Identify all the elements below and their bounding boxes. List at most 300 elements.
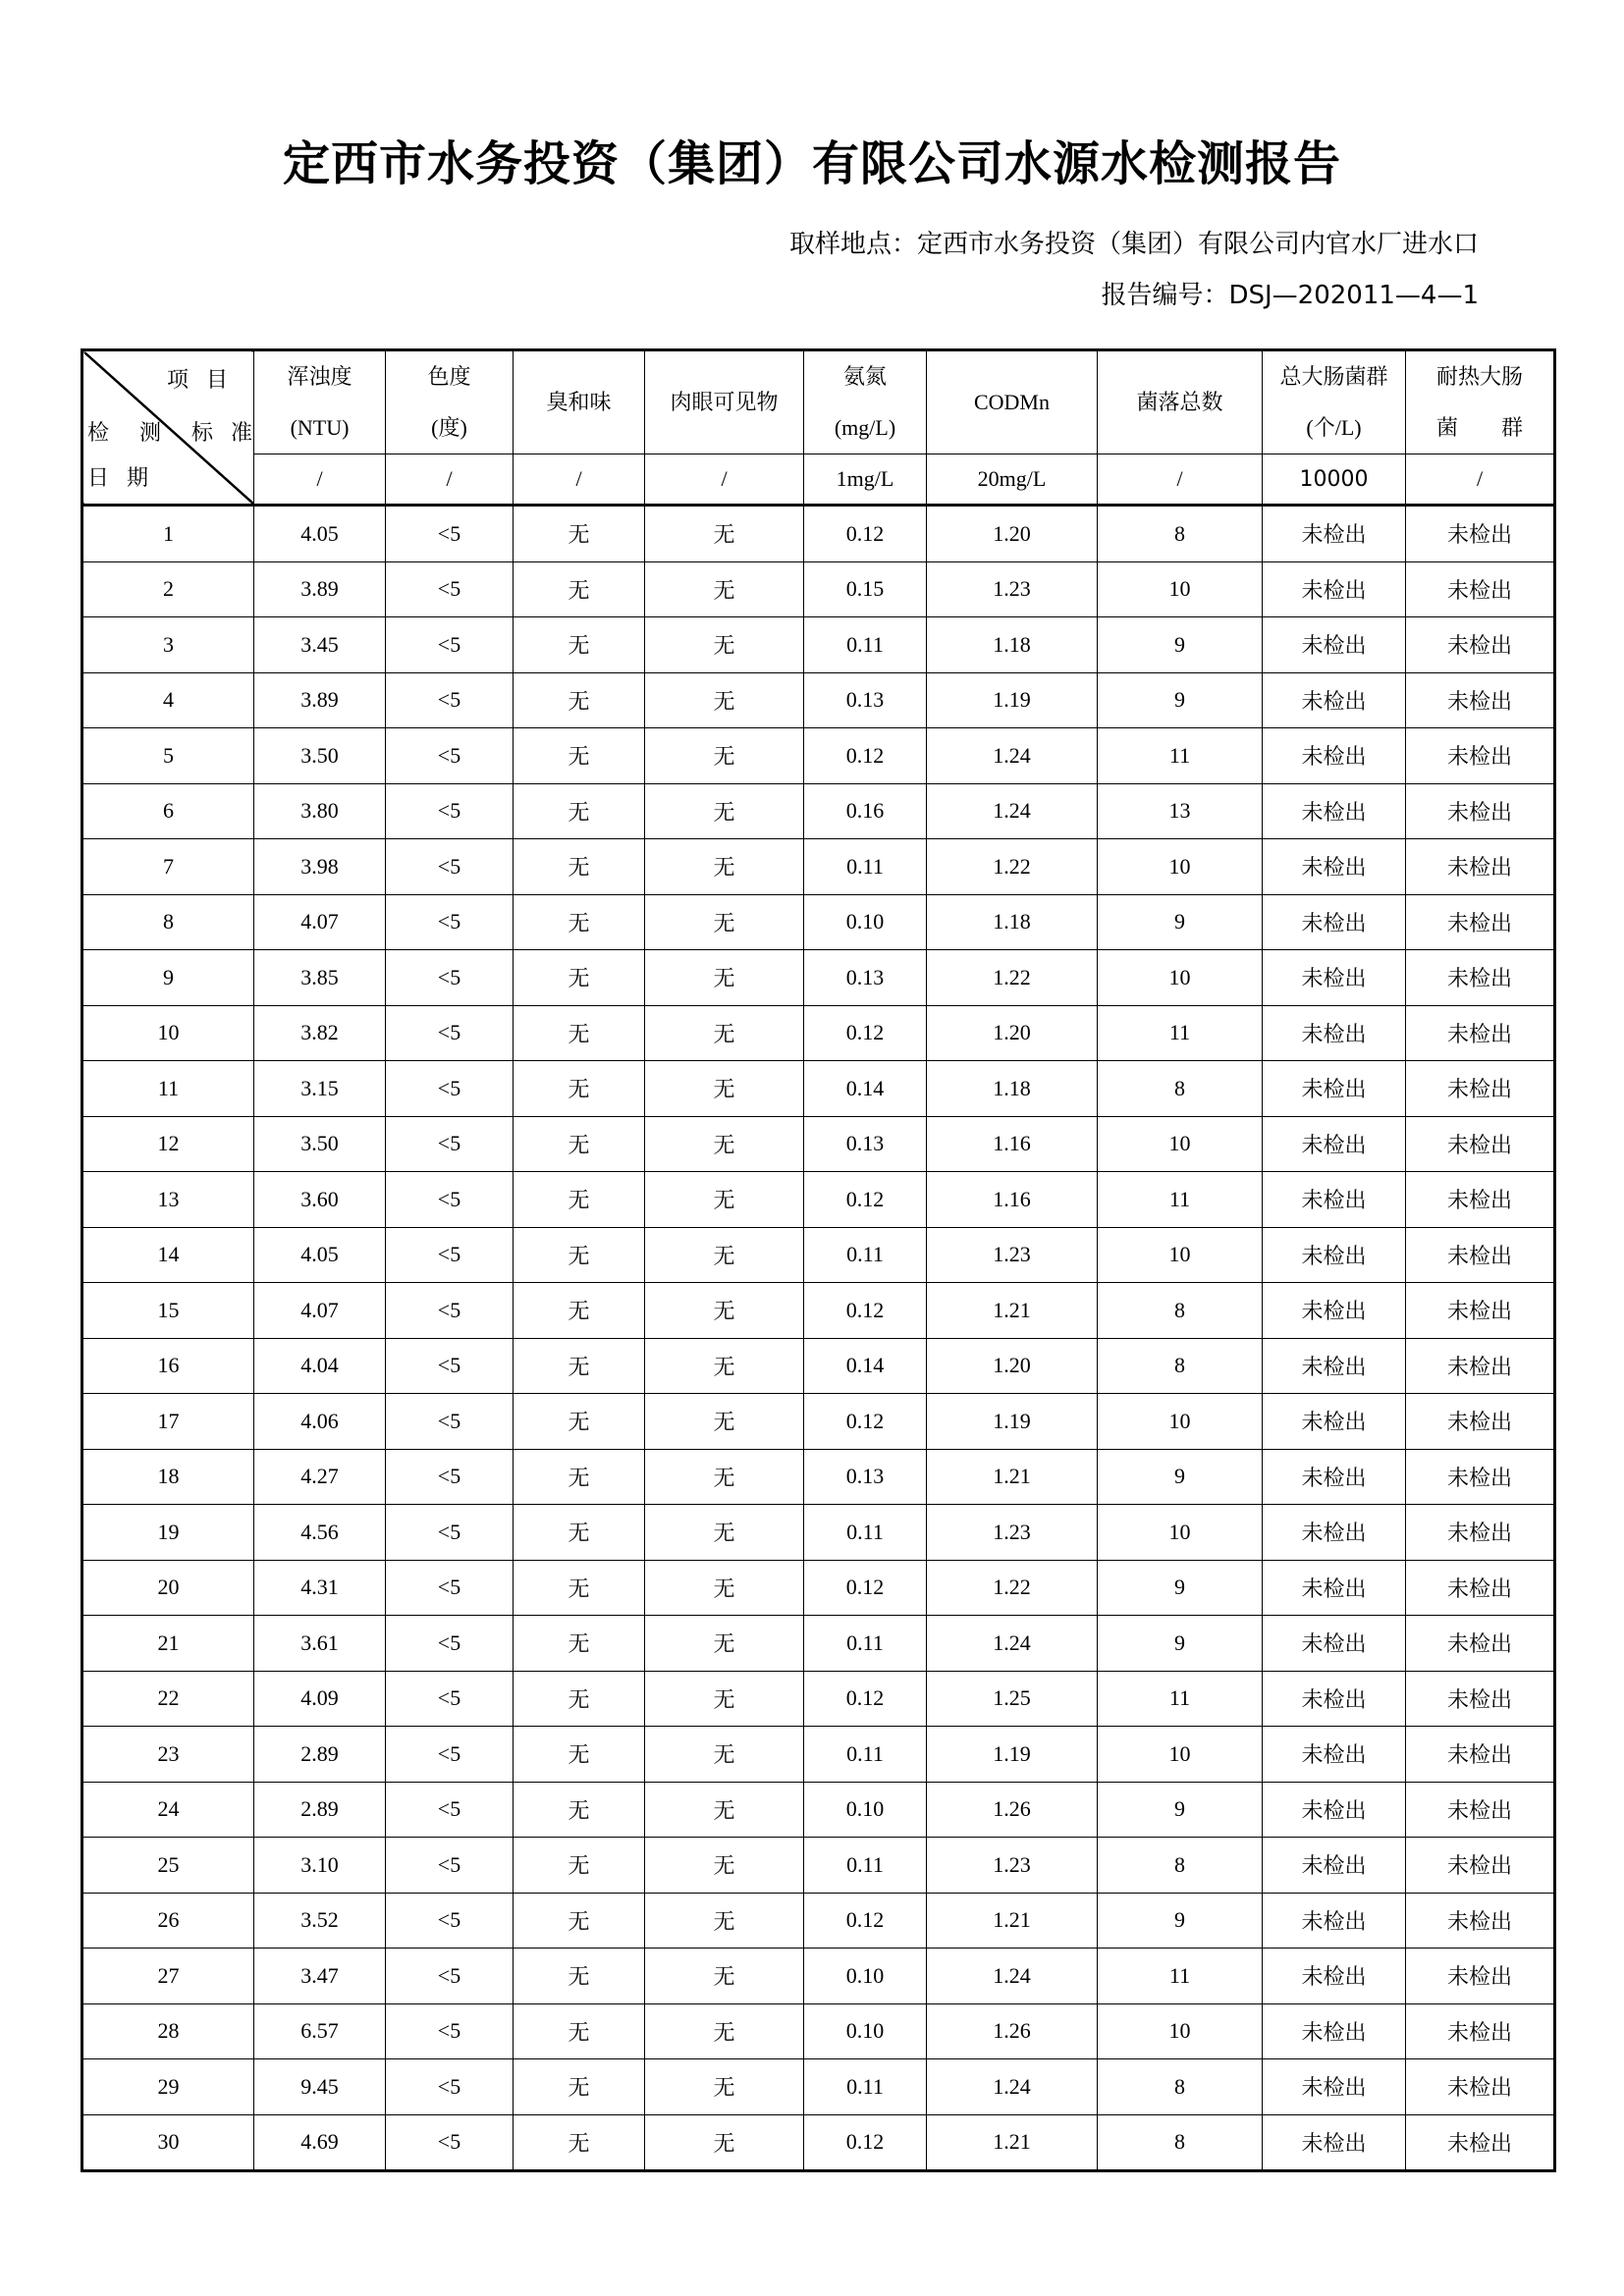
value-odor-taste: 无 [514,1616,645,1672]
value-ammonia-nitrogen: 0.13 [804,950,927,1006]
value-visible-matter: 无 [645,1172,804,1228]
value-thermotolerant-coliform: 未检出 [1406,1283,1555,1339]
value-total-coliform: 未检出 [1263,2114,1406,2171]
value-total-coliform: 未检出 [1263,1172,1406,1228]
value-thermotolerant-coliform: 未检出 [1406,839,1555,895]
value-visible-matter: 无 [645,2059,804,2115]
date-cell: 23 [82,1727,254,1783]
value-thermotolerant-coliform: 未检出 [1406,2059,1555,2115]
standard-codmn: 20mg/L [927,454,1098,506]
value-thermotolerant-coliform: 未检出 [1406,950,1555,1006]
standard-color: / [386,454,514,506]
corner-label-item: 项目 [166,367,245,392]
table-row [82,728,1555,784]
value-thermotolerant-coliform: 未检出 [1406,894,1555,950]
value-thermotolerant-coliform: 未检出 [1406,506,1555,562]
date-cell: 20 [82,1560,254,1616]
value-odor-taste: 无 [514,1505,645,1561]
value-codmn: 1.24 [927,728,1098,784]
value-turbidity: 4.56 [254,1505,386,1561]
header-total-coliform-line1: 总大肠菌群 [1279,364,1388,389]
table-row [82,1283,1555,1339]
value-thermotolerant-coliform: 未检出 [1406,1671,1555,1727]
header-turbidity [254,350,386,454]
value-total-coliform: 未检出 [1263,672,1406,728]
value-turbidity: 3.50 [254,728,386,784]
value-turbidity: 4.07 [254,894,386,950]
header-ammonia-nitrogen [804,350,927,454]
value-thermotolerant-coliform: 未检出 [1406,1227,1555,1283]
value-odor-taste: 无 [514,506,645,562]
value-turbidity: 4.07 [254,1283,386,1339]
value-codmn: 1.23 [927,1227,1098,1283]
value-colony-count: 11 [1098,1671,1263,1727]
date-cell: 28 [82,2003,254,2059]
value-ammonia-nitrogen: 0.13 [804,672,927,728]
value-color: <5 [386,2059,514,2115]
value-color: <5 [386,783,514,839]
value-colony-count: 9 [1098,1560,1263,1616]
value-visible-matter: 无 [645,1394,804,1450]
value-visible-matter: 无 [645,1116,804,1172]
value-thermotolerant-coliform: 未检出 [1406,1838,1555,1894]
value-ammonia-nitrogen: 0.12 [804,1172,927,1228]
value-colony-count: 8 [1098,2114,1263,2171]
value-odor-taste: 无 [514,1283,645,1339]
value-color: <5 [386,1505,514,1561]
table-row [82,2114,1555,2171]
value-total-coliform: 未检出 [1263,1838,1406,1894]
value-colony-count: 10 [1098,1505,1263,1561]
value-ammonia-nitrogen: 0.12 [804,1671,927,1727]
value-turbidity: 6.57 [254,2003,386,2059]
value-visible-matter: 无 [645,2003,804,2059]
header-odor-taste [514,350,645,454]
value-odor-taste: 无 [514,561,645,617]
value-thermotolerant-coliform: 未检出 [1406,1394,1555,1450]
date-cell: 29 [82,2059,254,2115]
value-total-coliform: 未检出 [1263,506,1406,562]
value-colony-count: 10 [1098,2003,1263,2059]
value-turbidity: 2.89 [254,1782,386,1838]
header-thermotolerant-coliform-line1: 耐热大肠 [1435,364,1523,389]
value-total-coliform: 未检出 [1263,1893,1406,1949]
date-cell: 9 [82,950,254,1006]
diagonal-header-cell [82,350,270,506]
value-visible-matter: 无 [645,1449,804,1505]
value-total-coliform: 未检出 [1263,617,1406,673]
date-cell: 30 [82,2114,254,2171]
header-total-coliform-line2: (个/L) [1306,415,1362,440]
value-color: <5 [386,1560,514,1616]
value-odor-taste: 无 [514,672,645,728]
value-codmn: 1.22 [927,1560,1098,1616]
value-colony-count: 10 [1098,561,1263,617]
value-visible-matter: 无 [645,894,804,950]
value-ammonia-nitrogen: 0.14 [804,1061,927,1117]
value-odor-taste: 无 [514,617,645,673]
value-odor-taste: 无 [514,783,645,839]
value-total-coliform: 未检出 [1263,950,1406,1006]
value-visible-matter: 无 [645,1560,804,1616]
value-color: <5 [386,672,514,728]
value-odor-taste: 无 [514,1838,645,1894]
value-odor-taste: 无 [514,894,645,950]
value-codmn: 1.22 [927,839,1098,895]
header-codmn-line1: CODMn [973,390,1050,414]
value-odor-taste: 无 [514,1227,645,1283]
value-thermotolerant-coliform: 未检出 [1406,1949,1555,2004]
value-ammonia-nitrogen: 0.11 [804,1616,927,1672]
date-cell: 27 [82,1949,254,2004]
value-turbidity: 3.52 [254,1893,386,1949]
value-visible-matter: 无 [645,1227,804,1283]
value-codmn: 1.20 [927,506,1098,562]
value-color: <5 [386,1949,514,2004]
value-turbidity: 4.05 [254,1227,386,1283]
value-total-coliform: 未检出 [1263,1283,1406,1339]
value-codmn: 1.23 [927,561,1098,617]
value-turbidity: 3.89 [254,561,386,617]
table-row [82,1671,1555,1727]
value-total-coliform: 未检出 [1263,561,1406,617]
header-ammonia-nitrogen-line2: (mg/L) [834,415,896,440]
value-codmn: 1.21 [927,1283,1098,1339]
value-total-coliform: 未检出 [1263,894,1406,950]
header-odor-taste-line1: 臭和味 [546,390,612,414]
value-color: <5 [386,1394,514,1450]
value-odor-taste: 无 [514,1949,645,2004]
value-color: <5 [386,1338,514,1394]
table-row [82,894,1555,950]
value-ammonia-nitrogen: 0.10 [804,1949,927,2004]
value-color: <5 [386,1838,514,1894]
table-row [82,1227,1555,1283]
value-ammonia-nitrogen: 0.13 [804,1116,927,1172]
date-cell: 10 [82,1005,254,1061]
value-color: <5 [386,1616,514,1672]
water-quality-table [81,348,1556,2172]
value-visible-matter: 无 [645,561,804,617]
date-cell: 7 [82,839,254,895]
value-colony-count: 10 [1098,839,1263,895]
value-visible-matter: 无 [645,1838,804,1894]
value-colony-count: 9 [1098,1616,1263,1672]
table-row [82,1061,1555,1117]
value-ammonia-nitrogen: 0.11 [804,1227,927,1283]
header-color [386,350,514,454]
value-codmn: 1.26 [927,2003,1098,2059]
value-color: <5 [386,1116,514,1172]
value-total-coliform: 未检出 [1263,1061,1406,1117]
date-cell: 12 [82,1116,254,1172]
value-odor-taste: 无 [514,1005,645,1061]
value-total-coliform: 未检出 [1263,1616,1406,1672]
value-turbidity: 4.04 [254,1338,386,1394]
value-codmn: 1.18 [927,617,1098,673]
standard-total-coliform: 10000 [1263,454,1406,506]
value-total-coliform: 未检出 [1263,1949,1406,2004]
value-codmn: 1.26 [927,1782,1098,1838]
table-row [82,561,1555,617]
date-cell: 6 [82,783,254,839]
value-ammonia-nitrogen: 0.12 [804,506,927,562]
table-row [82,2059,1555,2115]
value-ammonia-nitrogen: 0.12 [804,1394,927,1450]
value-odor-taste: 无 [514,1560,645,1616]
header-visible-matter-line1: 肉眼可见物 [670,390,779,414]
value-turbidity: 3.10 [254,1838,386,1894]
date-cell: 14 [82,1227,254,1283]
value-visible-matter: 无 [645,617,804,673]
value-thermotolerant-coliform: 未检出 [1406,1782,1555,1838]
header-ammonia-nitrogen-line1: 氨氮 [842,364,887,389]
value-codmn: 1.19 [927,1394,1098,1450]
value-visible-matter: 无 [645,1061,804,1117]
value-codmn: 1.16 [927,1116,1098,1172]
value-codmn: 1.25 [927,1671,1098,1727]
value-colony-count: 10 [1098,1394,1263,1450]
date-cell: 3 [82,617,254,673]
value-colony-count: 10 [1098,1727,1263,1783]
value-colony-count: 9 [1098,1449,1263,1505]
table-row [82,2003,1555,2059]
value-ammonia-nitrogen: 0.12 [804,2114,927,2171]
value-thermotolerant-coliform: 未检出 [1406,1616,1555,1672]
value-codmn: 1.20 [927,1338,1098,1394]
standard-thermotolerant-coliform: / [1406,454,1555,506]
value-odor-taste: 无 [514,1172,645,1228]
value-color: <5 [386,894,514,950]
corner-label-jian: 检 [87,420,110,445]
value-odor-taste: 无 [514,2114,645,2171]
report-number: 报告编号：DSJ—202011—4—1 [1101,281,1479,310]
date-cell: 15 [82,1283,254,1339]
value-ammonia-nitrogen: 0.11 [804,1838,927,1894]
value-visible-matter: 无 [645,2114,804,2171]
value-turbidity: 3.98 [254,839,386,895]
value-ammonia-nitrogen: 0.12 [804,728,927,784]
value-odor-taste: 无 [514,1782,645,1838]
date-cell: 16 [82,1338,254,1394]
value-visible-matter: 无 [645,1782,804,1838]
value-codmn: 1.19 [927,672,1098,728]
value-ammonia-nitrogen: 0.15 [804,561,927,617]
value-color: <5 [386,950,514,1006]
value-odor-taste: 无 [514,1061,645,1117]
corner-label-date: 日期 [87,465,167,490]
table-row [82,506,1555,562]
value-turbidity: 3.50 [254,1116,386,1172]
value-turbidity: 3.47 [254,1949,386,2004]
value-color: <5 [386,1782,514,1838]
standard-visible-matter: / [645,454,804,506]
value-color: <5 [386,561,514,617]
table-row [82,1838,1555,1894]
value-odor-taste: 无 [514,1671,645,1727]
value-turbidity: 3.85 [254,950,386,1006]
table-row [82,1893,1555,1949]
value-ammonia-nitrogen: 0.10 [804,2003,927,2059]
value-thermotolerant-coliform: 未检出 [1406,617,1555,673]
value-colony-count: 9 [1098,617,1263,673]
value-colony-count: 13 [1098,783,1263,839]
value-ammonia-nitrogen: 0.13 [804,1449,927,1505]
value-odor-taste: 无 [514,839,645,895]
table-row [82,1338,1555,1394]
value-turbidity: 3.60 [254,1172,386,1228]
standard-odor-taste: / [514,454,645,506]
value-odor-taste: 无 [514,1727,645,1783]
value-thermotolerant-coliform: 未检出 [1406,1172,1555,1228]
table-row [82,1505,1555,1561]
table-row [82,1782,1555,1838]
value-codmn: 1.23 [927,1505,1098,1561]
value-color: <5 [386,1727,514,1783]
value-turbidity: 3.89 [254,672,386,728]
value-colony-count: 11 [1098,1172,1263,1228]
date-cell: 11 [82,1061,254,1117]
value-total-coliform: 未检出 [1263,783,1406,839]
date-cell: 4 [82,672,254,728]
standard-turbidity: / [254,454,386,506]
value-colony-count: 10 [1098,1227,1263,1283]
value-color: <5 [386,728,514,784]
value-colony-count: 9 [1098,1893,1263,1949]
date-cell: 22 [82,1671,254,1727]
value-colony-count: 11 [1098,728,1263,784]
value-odor-taste: 无 [514,1449,645,1505]
value-colony-count: 9 [1098,672,1263,728]
value-ammonia-nitrogen: 0.12 [804,1893,927,1949]
value-visible-matter: 无 [645,1505,804,1561]
value-colony-count: 9 [1098,894,1263,950]
value-visible-matter: 无 [645,1338,804,1394]
value-color: <5 [386,617,514,673]
value-colony-count: 8 [1098,1283,1263,1339]
value-turbidity: 4.09 [254,1671,386,1727]
value-turbidity: 3.80 [254,783,386,839]
value-visible-matter: 无 [645,1893,804,1949]
value-color: <5 [386,1227,514,1283]
value-thermotolerant-coliform: 未检出 [1406,728,1555,784]
value-total-coliform: 未检出 [1263,1005,1406,1061]
value-thermotolerant-coliform: 未检出 [1406,1727,1555,1783]
value-turbidity: 4.05 [254,506,386,562]
value-visible-matter: 无 [645,839,804,895]
value-thermotolerant-coliform: 未检出 [1406,1449,1555,1505]
value-turbidity: 4.06 [254,1394,386,1450]
value-visible-matter: 无 [645,1949,804,2004]
value-thermotolerant-coliform: 未检出 [1406,783,1555,839]
sampling-location: 取样地点：定西市水务投资（集团）有限公司内官水厂进水口 [788,230,1479,259]
table-row [82,1949,1555,2004]
value-total-coliform: 未检出 [1263,1449,1406,1505]
value-visible-matter: 无 [645,728,804,784]
value-colony-count: 11 [1098,1005,1263,1061]
table-row [82,783,1555,839]
corner-label-standard [87,416,270,447]
value-total-coliform: 未检出 [1263,1727,1406,1783]
date-cell: 13 [82,1172,254,1228]
value-total-coliform: 未检出 [1263,1394,1406,1450]
date-cell: 25 [82,1838,254,1894]
value-color: <5 [386,506,514,562]
value-odor-taste: 无 [514,1116,645,1172]
date-cell: 8 [82,894,254,950]
value-codmn: 1.20 [927,1005,1098,1061]
value-codmn: 1.16 [927,1172,1098,1228]
report-title: 定西市水务投资（集团）有限公司水源水检测报告 [282,136,1341,191]
table-row [82,1727,1555,1783]
value-total-coliform: 未检出 [1263,1782,1406,1838]
value-total-coliform: 未检出 [1263,1560,1406,1616]
value-ammonia-nitrogen: 0.11 [804,617,927,673]
value-colony-count: 9 [1098,1782,1263,1838]
date-cell: 18 [82,1449,254,1505]
header-visible-matter [645,350,804,454]
value-codmn: 1.24 [927,2059,1098,2115]
value-thermotolerant-coliform: 未检出 [1406,2114,1555,2171]
value-color: <5 [386,1061,514,1117]
table-row [82,1449,1555,1505]
value-odor-taste: 无 [514,2003,645,2059]
value-total-coliform: 未检出 [1263,2059,1406,2115]
value-odor-taste: 无 [514,2059,645,2115]
value-colony-count: 10 [1098,950,1263,1006]
value-ammonia-nitrogen: 0.10 [804,894,927,950]
value-codmn: 1.19 [927,1727,1098,1783]
date-cell: 26 [82,1893,254,1949]
value-visible-matter: 无 [645,1283,804,1339]
value-odor-taste: 无 [514,950,645,1006]
value-thermotolerant-coliform: 未检出 [1406,1061,1555,1117]
value-thermotolerant-coliform: 未检出 [1406,1893,1555,1949]
value-visible-matter: 无 [645,1616,804,1672]
value-turbidity: 3.61 [254,1616,386,1672]
header-turbidity-line2: (NTU) [290,415,350,440]
value-visible-matter: 无 [645,672,804,728]
header-codmn [927,350,1098,454]
value-total-coliform: 未检出 [1263,1227,1406,1283]
table-row [82,617,1555,673]
value-color: <5 [386,1283,514,1339]
value-codmn: 1.23 [927,1838,1098,1894]
value-colony-count: 10 [1098,1116,1263,1172]
value-total-coliform: 未检出 [1263,1338,1406,1394]
value-thermotolerant-coliform: 未检出 [1406,561,1555,617]
value-color: <5 [386,2114,514,2171]
value-ammonia-nitrogen: 0.11 [804,839,927,895]
value-ammonia-nitrogen: 0.11 [804,2059,927,2115]
date-cell: 2 [82,561,254,617]
value-color: <5 [386,839,514,895]
value-turbidity: 3.15 [254,1061,386,1117]
value-odor-taste: 无 [514,1893,645,1949]
value-ammonia-nitrogen: 0.11 [804,1727,927,1783]
value-codmn: 1.18 [927,1061,1098,1117]
value-thermotolerant-coliform: 未检出 [1406,2003,1555,2059]
corner-label-biaozhun: 标准 [190,420,270,445]
header-turbidity-line1: 浑浊度 [287,364,352,389]
value-colony-count: 8 [1098,1838,1263,1894]
value-turbidity: 2.89 [254,1727,386,1783]
value-ammonia-nitrogen: 0.16 [804,783,927,839]
value-codmn: 1.18 [927,894,1098,950]
value-codmn: 1.21 [927,2114,1098,2171]
value-thermotolerant-coliform: 未检出 [1406,1338,1555,1394]
value-visible-matter: 无 [645,1005,804,1061]
